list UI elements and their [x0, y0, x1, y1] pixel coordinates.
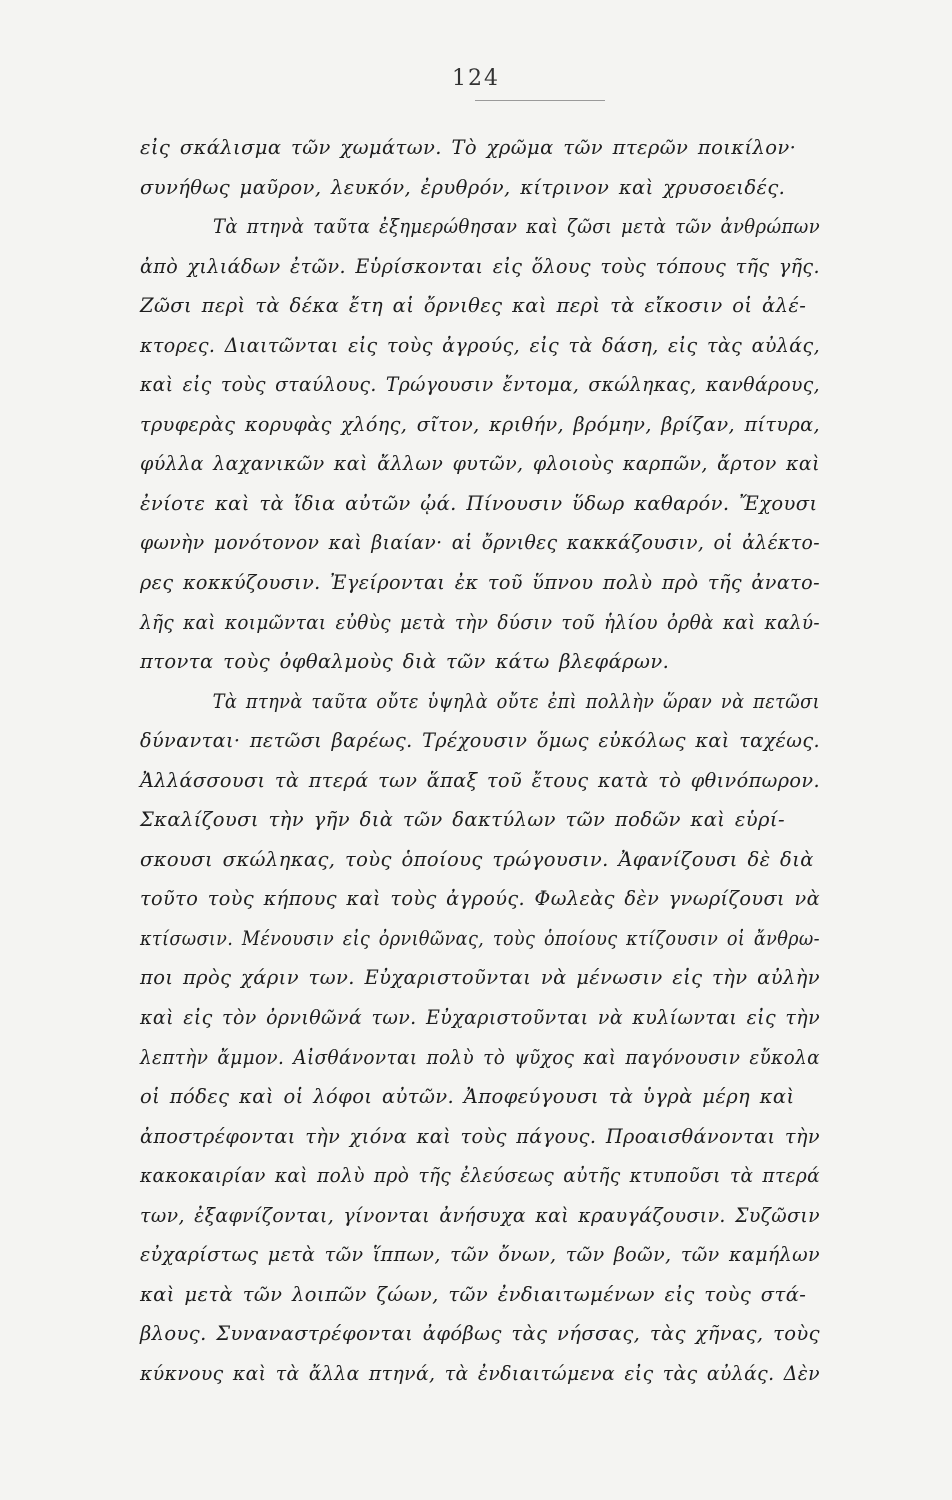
text-line: ἀποστρέφονται τὴν χιόνα καὶ τοὺς πάγους. Προαισθάνονται τὴν	[140, 1124, 820, 1148]
text-line: Ἀλλάσσουσι τὰ πτερά των ἅπαξ τοῦ ἔτους κατὰ τὸ φθινόπωρον.	[140, 768, 820, 792]
text-line: Τὰ πτηνὰ ταῦτα ἐξημερώθησαν καὶ ζῶσι μετὰ τῶν ἀνθρώπων	[213, 215, 821, 239]
text-line: Σκαλίζουσι τὴν γῆν διὰ τῶν δακτύλων τῶν ποδῶν καὶ εὑρί-	[140, 808, 785, 832]
text-line: συνήθως μαῦρον, λευκόν, ἐρυθρόν, κίτρινον καὶ χρυσοειδές.	[140, 175, 786, 199]
text-line: των, ἐξαφνίζονται, γίνονται ἀνήσυχα καὶ κραυγάζουσιν. Συζῶσιν	[140, 1203, 820, 1227]
text-line: κακοκαιρίαν καὶ πολὺ πρὸ τῆς ἐλεύσεως αὐτῆς κτυποῦσι τὰ πτερά	[140, 1164, 821, 1188]
text-line: καὶ εἰς τὸν ὀρνιθῶνά των. Εὐχαριστοῦνται νὰ κυλίωνται εἰς τὴν	[140, 1006, 821, 1030]
text-line: εἰς σκάλισμα τῶν χωμάτων. Τὸ χρῶμα τῶν πτερῶν ποικίλον·	[140, 136, 797, 159]
text-line: τοῦτο τοὺς κήπους καὶ τοὺς ἀγρούς. Φωλεὰς δὲν γνωρίζουσι νὰ	[140, 887, 820, 911]
text-line: κτίσωσιν. Μένουσιν εἰς ὀρνιθῶνας, τοὺς ὁποίους κτίζουσιν οἱ ἄνθρω-	[140, 926, 820, 950]
text-line: πτοντα τοὺς ὀφθαλμοὺς διὰ τῶν κάτω βλεφάρων.	[140, 650, 670, 674]
header-rule	[475, 100, 605, 101]
text-line: λῆς καὶ κοιμῶνται εὐθὺς μετὰ τὴν δύσιν τοῦ ἡλίου ὀρθὰ καὶ καλύ-	[140, 610, 821, 634]
text-line: δύνανται· πετῶσι βαρέως. Τρέχουσιν ὅμως εὐκόλως καὶ ταχέως.	[140, 729, 820, 753]
text-line: Τὰ πτηνὰ ταῦτα οὔτε ὑψηλὰ οὔτε ἐπὶ πολλὴν ὥραν νὰ πετῶσι	[212, 689, 820, 713]
text-line: ποι πρὸς χάριν των. Εὐχαριστοῦνται νὰ μένωσιν εἰς τὴν αὐλὴν	[140, 966, 821, 990]
text-line: εὐχαρίστως μετὰ τῶν ἵππων, τῶν ὄνων, τῶν βοῶν, τῶν καμήλων	[140, 1243, 820, 1267]
text-line: λεπτὴν ἄμμον. Αἰσθάνονται πολὺ τὸ ψῦχος καὶ παγόνουσιν εὔκολα	[140, 1045, 820, 1069]
text-line: κύκνους καὶ τὰ ἄλλα πτηνά, τὰ ἐνδιαιτώμενα εἰς τὰς αὐλάς. Δὲν	[140, 1361, 821, 1385]
text-line: κτορες. Διαιτῶνται εἰς τοὺς ἀγρούς, εἰς τὰ δάση, εἰς τὰς αὐλάς,	[140, 333, 821, 357]
text-line: ἀπὸ χιλιάδων ἐτῶν. Εὑρίσκονται εἰς ὅλους τοὺς τόπους τῆς γῆς.	[140, 254, 820, 278]
text-line: καὶ μετὰ τῶν λοιπῶν ζώων, τῶν ἐνδιαιτωμένων εἰς τοὺς στά-	[140, 1282, 807, 1306]
text-line: σκουσι σκώληκας, τοὺς ὁποίους τρώγουσιν. Ἀφανίζουσι δὲ διὰ	[140, 847, 814, 871]
page-number: 124	[452, 66, 500, 91]
text-line: Ζῶσι περὶ τὰ δέκα ἔτη αἱ ὄρνιθες καὶ περὶ τὰ εἴκοσιν οἱ ἀλέ-	[140, 294, 807, 318]
text-line: καὶ εἰς τοὺς σταύλους. Τρώγουσιν ἔντομα, σκώληκας, κανθάρους,	[140, 373, 820, 397]
text-line: φύλλα λαχανικῶν καὶ ἄλλων φυτῶν, φλοιοὺς καρπῶν, ἄρτον καὶ	[140, 452, 821, 476]
text-line: ρες κοκκύζουσιν. Ἐγείρονται ἐκ τοῦ ὕπνου πολὺ πρὸ τῆς ἀνατο-	[140, 571, 821, 595]
body-text	[140, 128, 820, 1394]
text-line: βλους. Συναναστρέφονται ἀφόβως τὰς νήσσας, τὰς χῆνας, τοὺς	[140, 1322, 820, 1346]
text-line: τρυφερὰς κορυφὰς χλόης, σῖτον, κριθήν, βρόμην, βρίζαν, πίτυρα,	[140, 412, 820, 436]
text-line: οἱ πόδες καὶ οἱ λόφοι αὐτῶν. Ἀποφεύγουσι τὰ ὑγρὰ μέρη καὶ	[140, 1085, 795, 1109]
text-line: φωνὴν μονότονον καὶ βιαίαν· αἱ ὄρνιθες κακκάζουσιν, οἱ ἀλέκτο-	[140, 531, 820, 555]
text-line: ἐνίοτε καὶ τὰ ἴδια αὐτῶν ᾠά. Πίνουσιν ὕδωρ καθαρόν. Ἔχουσι	[140, 491, 818, 515]
